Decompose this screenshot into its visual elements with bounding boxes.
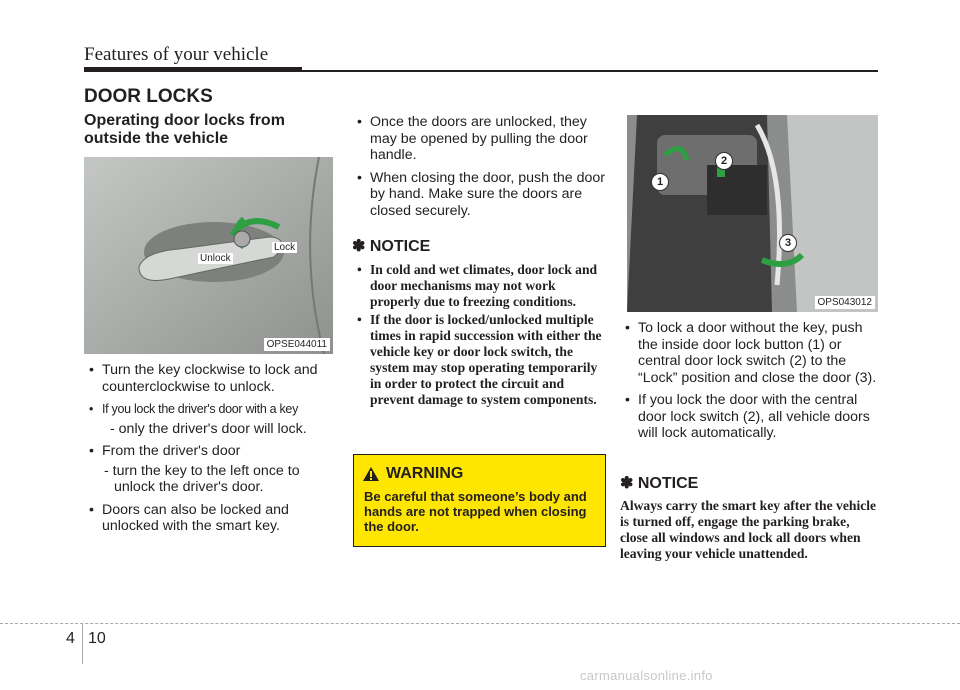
door-handle-figure (84, 157, 333, 354)
list-item: • If the door is locked/unlocked multiple times in rapid succession with either the vehicle key or door lock switch, the system may stop operating temporarily in order to protect the circuit and prevent damage to system components. (352, 312, 606, 408)
list-item: • Once the doors are unlocked, they may be opened by pulling the door handle. (352, 114, 606, 164)
list-item: • If you lock the driver's door with a key (84, 401, 336, 418)
page-number: 10 (88, 630, 106, 647)
warning-box (353, 454, 606, 547)
list-item: • If you lock the door with the central door lock switch (2), all vehicle doors will lock automatically. (620, 392, 880, 442)
header-rule-thin (302, 70, 878, 72)
section-title: DOOR LOCKS (84, 86, 213, 107)
list-item: • To lock a door without the key, push the inside door lock button (1) or central door lock switch (2) to the “Lock” position and close the door (3). (620, 320, 880, 386)
list-item: - turn the key to the left once to unlock the driver's door. (104, 462, 300, 495)
callout-2: 2 (715, 152, 733, 170)
list-item: • In cold and wet climates, door lock and door mechanisms may not work properly due to freezing conditions. (352, 262, 606, 310)
figure-code: OPSE044011 (264, 338, 330, 351)
notice-title: ✽ NOTICE (352, 238, 431, 255)
page-header: Features of your vehicle (84, 44, 269, 65)
column-2-text (352, 114, 606, 225)
door-interior-illustration (627, 115, 878, 312)
warning-triangle-icon (362, 466, 380, 482)
lock-label: Lock (274, 242, 296, 253)
notice-list (352, 262, 606, 414)
column-3-text (620, 320, 880, 448)
list-item: • When closing the door, push the door by hand. Make sure the doors are closed securely. (352, 170, 606, 220)
door-interior-figure (627, 115, 878, 312)
list-item: • Doors can also be locked and unlocked with the smart key. (84, 502, 336, 535)
watermark: carmanualsonline.info (580, 668, 713, 683)
list-item: - only the driver's door will lock. (110, 420, 307, 437)
warning-title: WARNING (386, 465, 464, 482)
warning-text: Be careful that someone’s body and hands are not trapped when closing the door. (364, 489, 587, 534)
page-number-separator (82, 624, 83, 664)
unlock-label: Unlock (200, 253, 231, 264)
figure-code: OPS043012 (815, 296, 876, 309)
footer-rule (0, 623, 960, 624)
list-item: • Turn the key clockwise to lock and counterclockwise to unlock. (84, 362, 336, 395)
header-rule-thick (84, 67, 302, 72)
callout-3: 3 (779, 234, 797, 252)
subsection-title: Operating door locks from outside the vehicle (84, 112, 285, 147)
chapter-number: 4 (66, 630, 75, 647)
column-1-text (84, 362, 336, 541)
warning-header (362, 465, 463, 483)
callout-1: 1 (651, 173, 669, 191)
notice-title: ✽ NOTICE (620, 475, 699, 492)
list-item: • From the driver's door (84, 443, 336, 460)
notice-text: Always carry the smart key after the vehicle is turned off, engage the parking brake, close all windows and lock all doors when leaving your vehicle unattended. (620, 498, 877, 561)
